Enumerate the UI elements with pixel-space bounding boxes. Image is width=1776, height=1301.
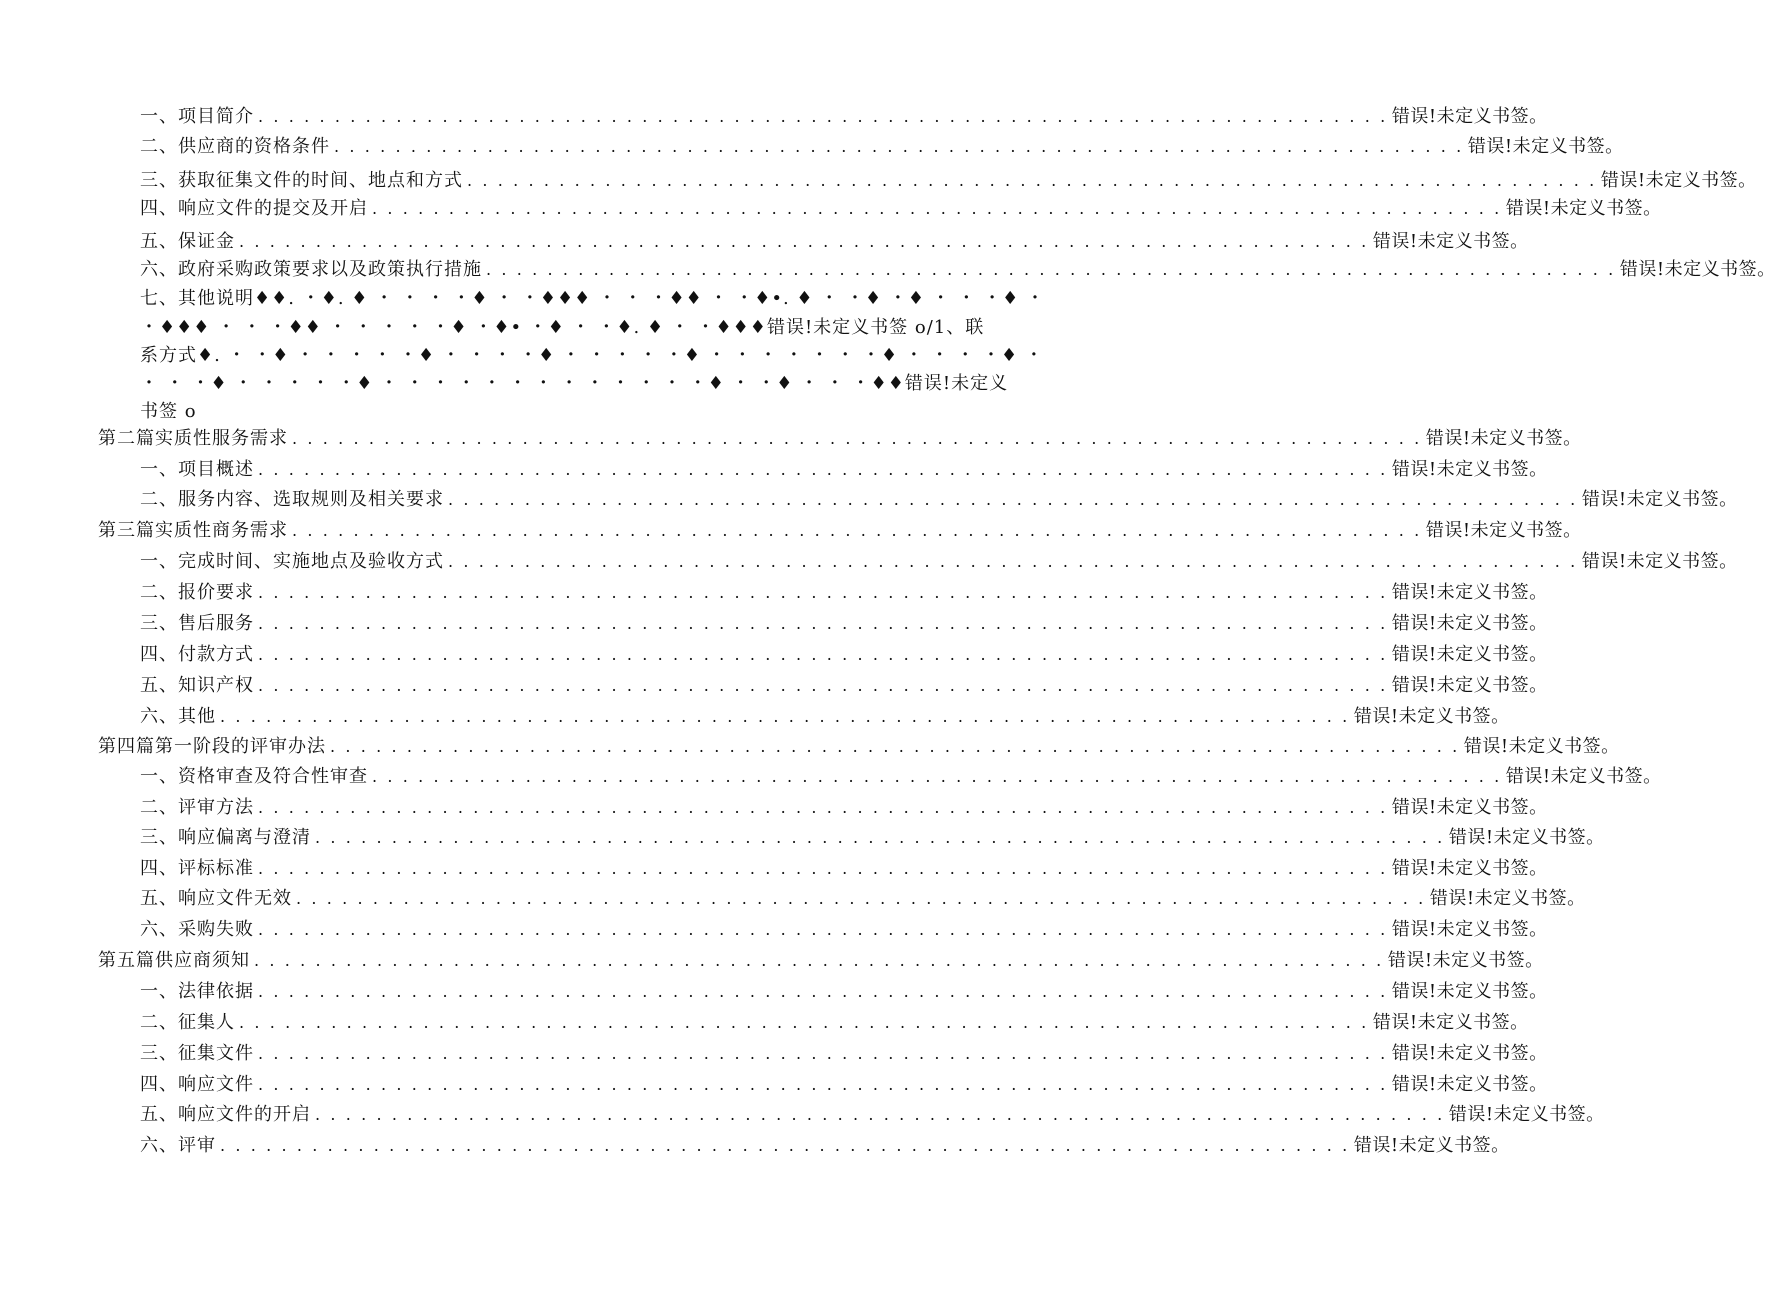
toc-entry-title: 六、其他: [140, 706, 216, 727]
toc-entry-page: 错误!未定义书签。: [1391, 582, 1548, 603]
garbled-toc-line: 七、其他说明♦♦. ・♦. ♦ ・ ・ ・ ・♦ ・ ・♦♦♦ ・ ・ ・♦♦ ・ ・♦•. ♦ ・ ・♦ ・♦ ・ ・ ・♦ ・: [140, 288, 1045, 309]
toc-entry-title: 六、采购失败: [140, 919, 254, 940]
toc-entry-title: 五、知识产权: [140, 675, 254, 696]
toc-entry-page: 错误!未定义书签。: [1463, 736, 1620, 757]
toc-entry[interactable]: [140, 1100, 1605, 1126]
toc-entry-page: 错误!未定义书签。: [1391, 1074, 1548, 1095]
toc-leader-dots: . . . . . . . . . . . . . . . . . . . . . . . . . . . . . . . . . . . . . . . . . . . . . . . . . . . . . . . . . . . . . . . . . . . . . . . . . .: [258, 107, 1388, 126]
toc-entry-title: 四、付款方式: [140, 644, 254, 665]
toc-entry[interactable]: [140, 194, 1662, 220]
toc-leader-dots: . . . . . . . . . . . . . . . . . . . . . . . . . . . . . . . . . . . . . . . . . . . . . . . . . . . . . . . . . . . . . . . . . . . . . . . . . .: [258, 614, 1388, 633]
toc-entry-title: 三、售后服务: [140, 613, 254, 634]
toc-entry[interactable]: [140, 227, 1529, 253]
toc-chapter-entry[interactable]: [98, 732, 1620, 758]
garbled-toc-line: 书签 o: [140, 401, 197, 422]
toc-entry[interactable]: [140, 640, 1548, 666]
toc-leader-dots: . . . . . . . . . . . . . . . . . . . . . . . . . . . . . . . . . . . . . . . . . . . . . . . . . . . . . . . . . . . . . . . . . . . . . . . . . .: [258, 798, 1388, 817]
toc-entry-page: 错误!未定义书签。: [1391, 981, 1548, 1002]
garbled-toc-line: 系方式♦. ・ ・♦ ・ ・ ・ ・ ・♦ ・ ・ ・ ・♦ ・ ・ ・ ・ ・♦ ・ ・ ・ ・ ・ ・ ・♦ ・ ・ ・ ・♦ ・: [140, 345, 1044, 366]
toc-entry[interactable]: [140, 255, 1776, 281]
toc-leader-dots: . . . . . . . . . . . . . . . . . . . . . . . . . . . . . . . . . . . . . . . . . . . . . . . . . . . . . . . . . . . . . . . . . . . . . . . . . .: [292, 521, 1422, 540]
toc-leader-dots: . . . . . . . . . . . . . . . . . . . . . . . . . . . . . . . . . . . . . . . . . . . . . . . . . . . . . . . . . . . . . . . . . . . . . . . . . .: [315, 1105, 1445, 1124]
toc-entry[interactable]: [140, 1008, 1529, 1034]
toc-leader-dots: . . . . . . . . . . . . . . . . . . . . . . . . . . . . . . . . . . . . . . . . . . . . . . . . . . . . . . . . . . . . . . . . . . . . . . . . . .: [254, 951, 1384, 970]
toc-entry-title: 二、报价要求: [140, 582, 254, 603]
toc-leader-dots: . . . . . . . . . . . . . . . . . . . . . . . . . . . . . . . . . . . . . . . . . . . . . . . . . . . . . . . . . . . . . . . . . . . . . . . . . .: [296, 889, 1426, 908]
toc-leader-dots: . . . . . . . . . . . . . . . . . . . . . . . . . . . . . . . . . . . . . . . . . . . . . . . . . . . . . . . . . . . . . . . . . . . . . . . . . .: [258, 920, 1388, 939]
toc-entry-title: 二、服务内容、选取规则及相关要求: [140, 489, 444, 510]
toc-leader-dots: . . . . . . . . . . . . . . . . . . . . . . . . . . . . . . . . . . . . . . . . . . . . . . . . . . . . . . . . . . . . . . . . . . . . . . . . . .: [372, 199, 1502, 218]
toc-leader-dots: . . . . . . . . . . . . . . . . . . . . . . . . . . . . . . . . . . . . . . . . . . . . . . . . . . . . . . . . . . . . . . . . . . . . . . . . . .: [467, 171, 1597, 190]
toc-chapter-entry[interactable]: [98, 946, 1544, 972]
toc-entry-title: 二、评审方法: [140, 797, 254, 818]
toc-entry-title: 第四篇第一阶段的评审办法: [98, 736, 326, 757]
toc-entry[interactable]: [140, 884, 1586, 910]
toc-entry-title: 六、评审: [140, 1135, 216, 1156]
toc-entry[interactable]: [140, 166, 1757, 192]
toc-leader-dots: . . . . . . . . . . . . . . . . . . . . . . . . . . . . . . . . . . . . . . . . . . . . . . . . . . . . . . . . . . . . . . . . . . . . . . . . . .: [448, 552, 1578, 571]
toc-leader-dots: . . . . . . . . . . . . . . . . . . . . . . . . . . . . . . . . . . . . . . . . . . . . . . . . . . . . . . . . . . . . . . . . . . . . . . . . . .: [448, 490, 1578, 509]
toc-entry[interactable]: [140, 762, 1662, 788]
toc-entry[interactable]: [140, 854, 1548, 880]
garbled-toc-line: ・ ・ ・♦ ・ ・ ・ ・ ・♦ ・ ・ ・ ・ ・ ・ ・ ・ ・ ・ ・ ・ ・♦ ・ ・♦ ・ ・ ・♦♦错误!未定义: [140, 373, 1009, 394]
toc-entry-title: 二、供应商的资格条件: [140, 136, 330, 157]
toc-entry-page: 错误!未定义书签。: [1391, 644, 1548, 665]
toc-leader-dots: . . . . . . . . . . . . . . . . . . . . . . . . . . . . . . . . . . . . . . . . . . . . . . . . . . . . . . . . . . . . . . . . . . . . . . . . . .: [258, 982, 1388, 1001]
toc-leader-dots: . . . . . . . . . . . . . . . . . . . . . . . . . . . . . . . . . . . . . . . . . . . . . . . . . . . . . . . . . . . . . . . . . . . . . . . . . .: [239, 1013, 1369, 1032]
toc-entry-page: 错误!未定义书签。: [1429, 888, 1586, 909]
toc-leader-dots: . . . . . . . . . . . . . . . . . . . . . . . . . . . . . . . . . . . . . . . . . . . . . . . . . . . . . . . . . . . . . . . . . . . . . . . . . .: [258, 1044, 1388, 1063]
toc-entry[interactable]: [140, 702, 1510, 728]
toc-entry-title: 二、征集人: [140, 1012, 235, 1033]
toc-leader-dots: . . . . . . . . . . . . . . . . . . . . . . . . . . . . . . . . . . . . . . . . . . . . . . . . . . . . . . . . . . . . . . . . . . . . . . . . . .: [258, 859, 1388, 878]
toc-entry-page: 错误!未定义书签。: [1391, 459, 1548, 480]
toc-entry-title: 五、响应文件无效: [140, 888, 292, 909]
toc-entry[interactable]: [140, 578, 1548, 604]
toc-entry[interactable]: [140, 977, 1548, 1003]
toc-entry-title: 一、法律依据: [140, 981, 254, 1002]
toc-entry-page: 错误!未定义书签。: [1372, 1012, 1529, 1033]
toc-entry-title: 一、项目简介: [140, 106, 254, 127]
toc-leader-dots: . . . . . . . . . . . . . . . . . . . . . . . . . . . . . . . . . . . . . . . . . . . . . . . . . . . . . . . . . . . . . . . . . . . . . . . . . .: [486, 260, 1616, 279]
toc-entry-title: 一、资格审查及符合性审查: [140, 766, 368, 787]
toc-entry-title: 四、评标标准: [140, 858, 254, 879]
toc-entry-page: 错误!未定义书签。: [1581, 489, 1738, 510]
toc-entry[interactable]: [140, 102, 1548, 128]
toc-entry-page: 错误!未定义书签。: [1505, 198, 1662, 219]
toc-entry-page: 错误!未定义书签。: [1425, 428, 1582, 449]
toc-entry-page: 错误!未定义书签。: [1505, 766, 1662, 787]
toc-entry-title: 一、完成时间、实施地点及验收方式: [140, 551, 444, 572]
toc-entry-title: 五、保证金: [140, 231, 235, 252]
toc-chapter-entry[interactable]: [98, 516, 1582, 542]
toc-entry-page: 错误!未定义书签。: [1391, 797, 1548, 818]
toc-leader-dots: . . . . . . . . . . . . . . . . . . . . . . . . . . . . . . . . . . . . . . . . . . . . . . . . . . . . . . . . . . . . . . . . . . . . . . . . . .: [258, 645, 1388, 664]
garbled-toc-line: ・♦♦♦ ・ ・ ・♦♦ ・ ・ ・ ・ ・♦ ・♦• ・♦ ・ ・♦. ♦ ・ ・♦♦♦错误!未定义书签 o/1、联: [140, 317, 985, 338]
toc-entry-page: 错误!未定义书签。: [1353, 1135, 1510, 1156]
toc-entry-page: 错误!未定义书签。: [1391, 675, 1548, 696]
toc-entry-page: 错误!未定义书签。: [1391, 1043, 1548, 1064]
toc-entry[interactable]: [140, 671, 1548, 697]
toc-entry-page: 错误!未定义书签。: [1600, 170, 1757, 191]
toc-entry-page: 错误!未定义书签。: [1448, 827, 1605, 848]
toc-entry-title: 四、响应文件的提交及开启: [140, 198, 368, 219]
toc-leader-dots: . . . . . . . . . . . . . . . . . . . . . . . . . . . . . . . . . . . . . . . . . . . . . . . . . . . . . . . . . . . . . . . . . . . . . . . . . .: [258, 1075, 1388, 1094]
toc-leader-dots: . . . . . . . . . . . . . . . . . . . . . . . . . . . . . . . . . . . . . . . . . . . . . . . . . . . . . . . . . . . . . . . . . . . . . . . . . .: [258, 676, 1388, 695]
toc-entry-page: 错误!未定义书签。: [1391, 613, 1548, 634]
toc-entry-title: 三、响应偏离与澄清: [140, 827, 311, 848]
toc-entry-title: 第三篇实质性商务需求: [98, 520, 288, 541]
toc-entry-page: 错误!未定义书签。: [1391, 858, 1548, 879]
toc-entry-page: 错误!未定义书签。: [1391, 919, 1548, 940]
toc-entry[interactable]: [140, 1039, 1548, 1065]
toc-entry[interactable]: [140, 1131, 1510, 1157]
toc-entry[interactable]: [140, 455, 1548, 481]
toc-entry-title: 一、项目概述: [140, 459, 254, 480]
toc-entry-title: 三、征集文件: [140, 1043, 254, 1064]
toc-entry-page: 错误!未定义书签。: [1391, 106, 1548, 127]
toc-leader-dots: . . . . . . . . . . . . . . . . . . . . . . . . . . . . . . . . . . . . . . . . . . . . . . . . . . . . . . . . . . . . . . . . . . . . . . . . . .: [330, 737, 1460, 756]
toc-entry-title: 第五篇供应商须知: [98, 950, 250, 971]
toc-entry[interactable]: [140, 1070, 1548, 1096]
toc-entry-page: 错误!未定义书签。: [1581, 551, 1738, 572]
toc-entry[interactable]: [140, 547, 1738, 573]
toc-entry-title: 四、响应文件: [140, 1074, 254, 1095]
toc-leader-dots: . . . . . . . . . . . . . . . . . . . . . . . . . . . . . . . . . . . . . . . . . . . . . . . . . . . . . . . . . . . . . . . . . . . . . . . . . .: [292, 429, 1422, 448]
toc-leader-dots: . . . . . . . . . . . . . . . . . . . . . . . . . . . . . . . . . . . . . . . . . . . . . . . . . . . . . . . . . . . . . . . . . . . . . . . . . .: [372, 767, 1502, 786]
toc-entry[interactable]: [140, 793, 1548, 819]
toc-leader-dots: . . . . . . . . . . . . . . . . . . . . . . . . . . . . . . . . . . . . . . . . . . . . . . . . . . . . . . . . . . . . . . . . . . . . . . . . . .: [220, 1136, 1350, 1155]
toc-entry-page: 错误!未定义书签。: [1619, 259, 1776, 280]
toc-chapter-entry[interactable]: [98, 424, 1582, 450]
toc-entry[interactable]: [140, 915, 1548, 941]
toc-entry-page: 错误!未定义书签。: [1353, 706, 1510, 727]
toc-entry-page: 错误!未定义书签。: [1425, 520, 1582, 541]
toc-leader-dots: . . . . . . . . . . . . . . . . . . . . . . . . . . . . . . . . . . . . . . . . . . . . . . . . . . . . . . . . . . . . . . . . . . . . . . . . . .: [258, 583, 1388, 602]
toc-entry[interactable]: [140, 609, 1548, 635]
toc-entry-page: 错误!未定义书签。: [1448, 1104, 1605, 1125]
toc-entry[interactable]: [140, 823, 1605, 849]
toc-entry-title: 三、获取征集文件的时间、地点和方式: [140, 170, 463, 191]
toc-entry-title: 第二篇实质性服务需求: [98, 428, 288, 449]
toc-leader-dots: . . . . . . . . . . . . . . . . . . . . . . . . . . . . . . . . . . . . . . . . . . . . . . . . . . . . . . . . . . . . . . . . . . . . . . . . . .: [239, 232, 1369, 251]
toc-entry-title: 六、政府采购政策要求以及政策执行措施: [140, 259, 482, 280]
toc-leader-dots: . . . . . . . . . . . . . . . . . . . . . . . . . . . . . . . . . . . . . . . . . . . . . . . . . . . . . . . . . . . . . . . . . . . . . . . . . .: [334, 137, 1464, 156]
toc-leader-dots: . . . . . . . . . . . . . . . . . . . . . . . . . . . . . . . . . . . . . . . . . . . . . . . . . . . . . . . . . . . . . . . . . . . . . . . . . .: [258, 460, 1388, 479]
toc-entry-title: 五、响应文件的开启: [140, 1104, 311, 1125]
toc-entry-page: 错误!未定义书签。: [1372, 231, 1529, 252]
toc-entry[interactable]: [140, 132, 1624, 158]
toc-leader-dots: . . . . . . . . . . . . . . . . . . . . . . . . . . . . . . . . . . . . . . . . . . . . . . . . . . . . . . . . . . . . . . . . . . . . . . . . . .: [220, 707, 1350, 726]
toc-leader-dots: . . . . . . . . . . . . . . . . . . . . . . . . . . . . . . . . . . . . . . . . . . . . . . . . . . . . . . . . . . . . . . . . . . . . . . . . . .: [315, 828, 1445, 847]
toc-entry-page: 错误!未定义书签。: [1387, 950, 1544, 971]
toc-entry-page: 错误!未定义书签。: [1467, 136, 1624, 157]
toc-entry[interactable]: [140, 485, 1738, 511]
